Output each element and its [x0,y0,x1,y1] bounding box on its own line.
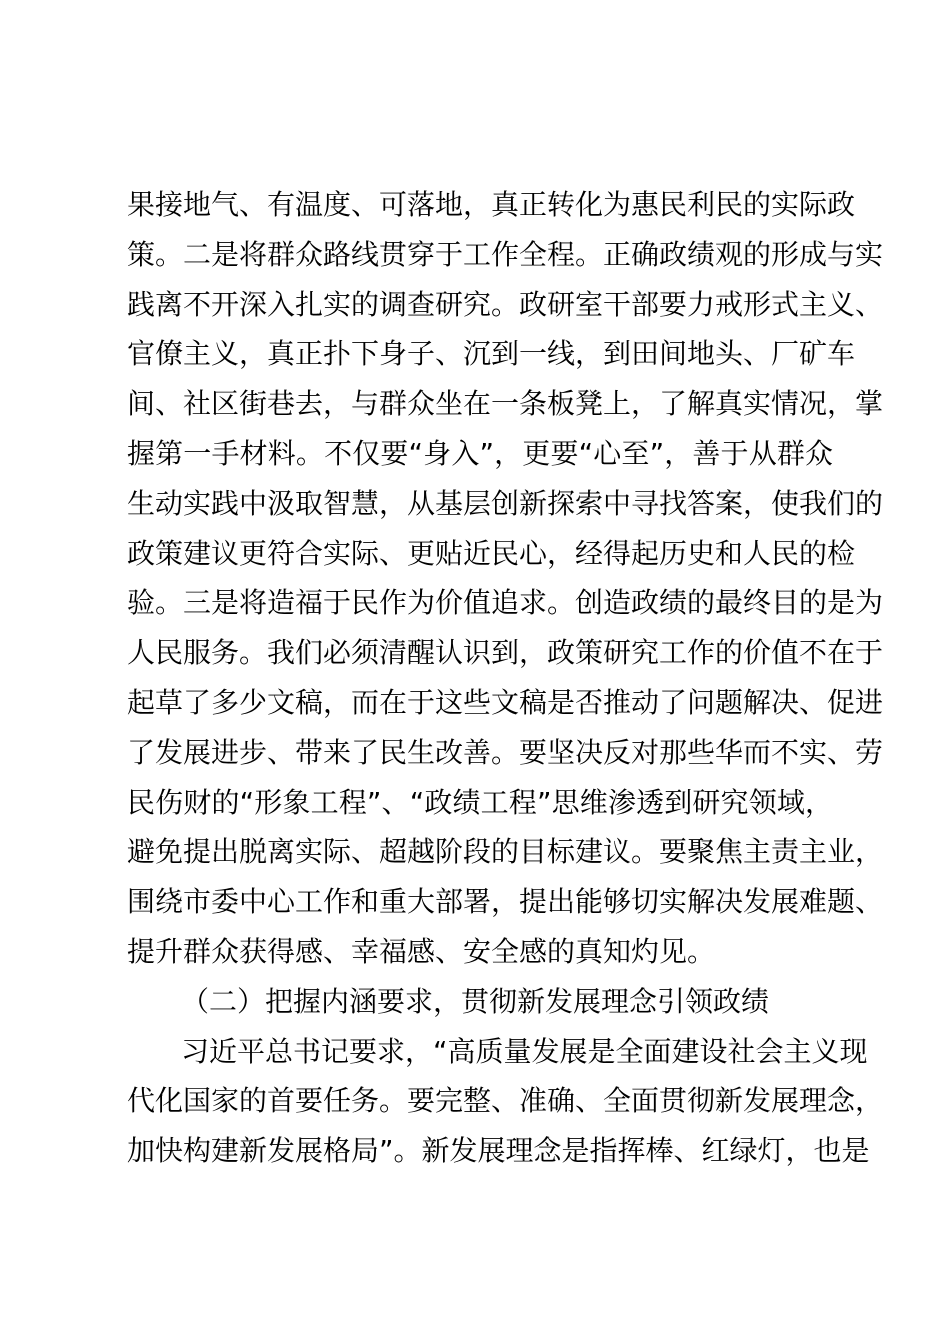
text-line: 起草了多少文稿，而在于这些文稿是否推动了问题解决、促进 [127,685,884,719]
text-line: 验。三是将造福于民作为价值追求。创造政绩的最终目的是为 [127,586,884,620]
paragraph-1 [127,180,884,977]
text-line: 果接地气、有温度、可落地，真正转化为惠民利民的实际政 [127,188,856,221]
text-line: 策。二是将群众路线贯穿于工作全程。正确政绩观的形成与实 [127,237,884,271]
text-line: 践离不开深入扎实的调查研究。政研室干部要力戒形式主义、 [127,287,884,321]
section-heading [127,977,833,1027]
section-heading-text: （二）把握内涵要求，贯彻新发展理念引领政绩 [181,984,770,1018]
text-line: 官僚主义，真正扑下身子、沉到一线，到田间地头、厂矿车 [127,337,856,371]
text-line: 习近平总书记要求，“高质量发展是全面建设社会主义现 [181,1034,868,1068]
text-line: 加快构建新发展格局”。新发展理念是指挥棒、红绿灯，也是 [127,1134,870,1168]
text-line: 政策建议更符合实际、更贴近民心，经得起历史和人民的检 [127,536,856,570]
document-page [127,180,884,1176]
text-line: 间、社区街巷去，与群众坐在一条板凳上，了解真实情况，掌 [127,387,884,421]
text-line: 握第一手材料。不仅要“身入”，更要“心至”，善于从群众 [127,436,833,470]
text-line: 民伤财的“形象工程”、“政绩工程”思维渗透到研究领域， [127,785,833,819]
text-line: 代化国家的首要任务。要完整、准确、全面贯彻新发展理念， [127,1084,884,1118]
text-line: 了发展进步、带来了民生改善。要坚决反对那些华而不实、劳 [127,735,884,769]
text-line: 生动实践中汲取智慧，从基层创新探索中寻找答案，使我们的 [127,486,884,520]
paragraph-2 [127,1027,884,1176]
text-line: 避免提出脱离实际、超越阶段的目标建议。要聚焦主责主业， [127,835,884,869]
text-line: 围绕市委中心工作和重大部署，提出能够切实解决发展难题、 [127,885,884,919]
text-line: 人民服务。我们必须清醒认识到，政策研究工作的价值不在于 [127,636,884,670]
text-line: 提升群众获得感、幸福感、安全感的真知灼见。 [127,934,716,968]
